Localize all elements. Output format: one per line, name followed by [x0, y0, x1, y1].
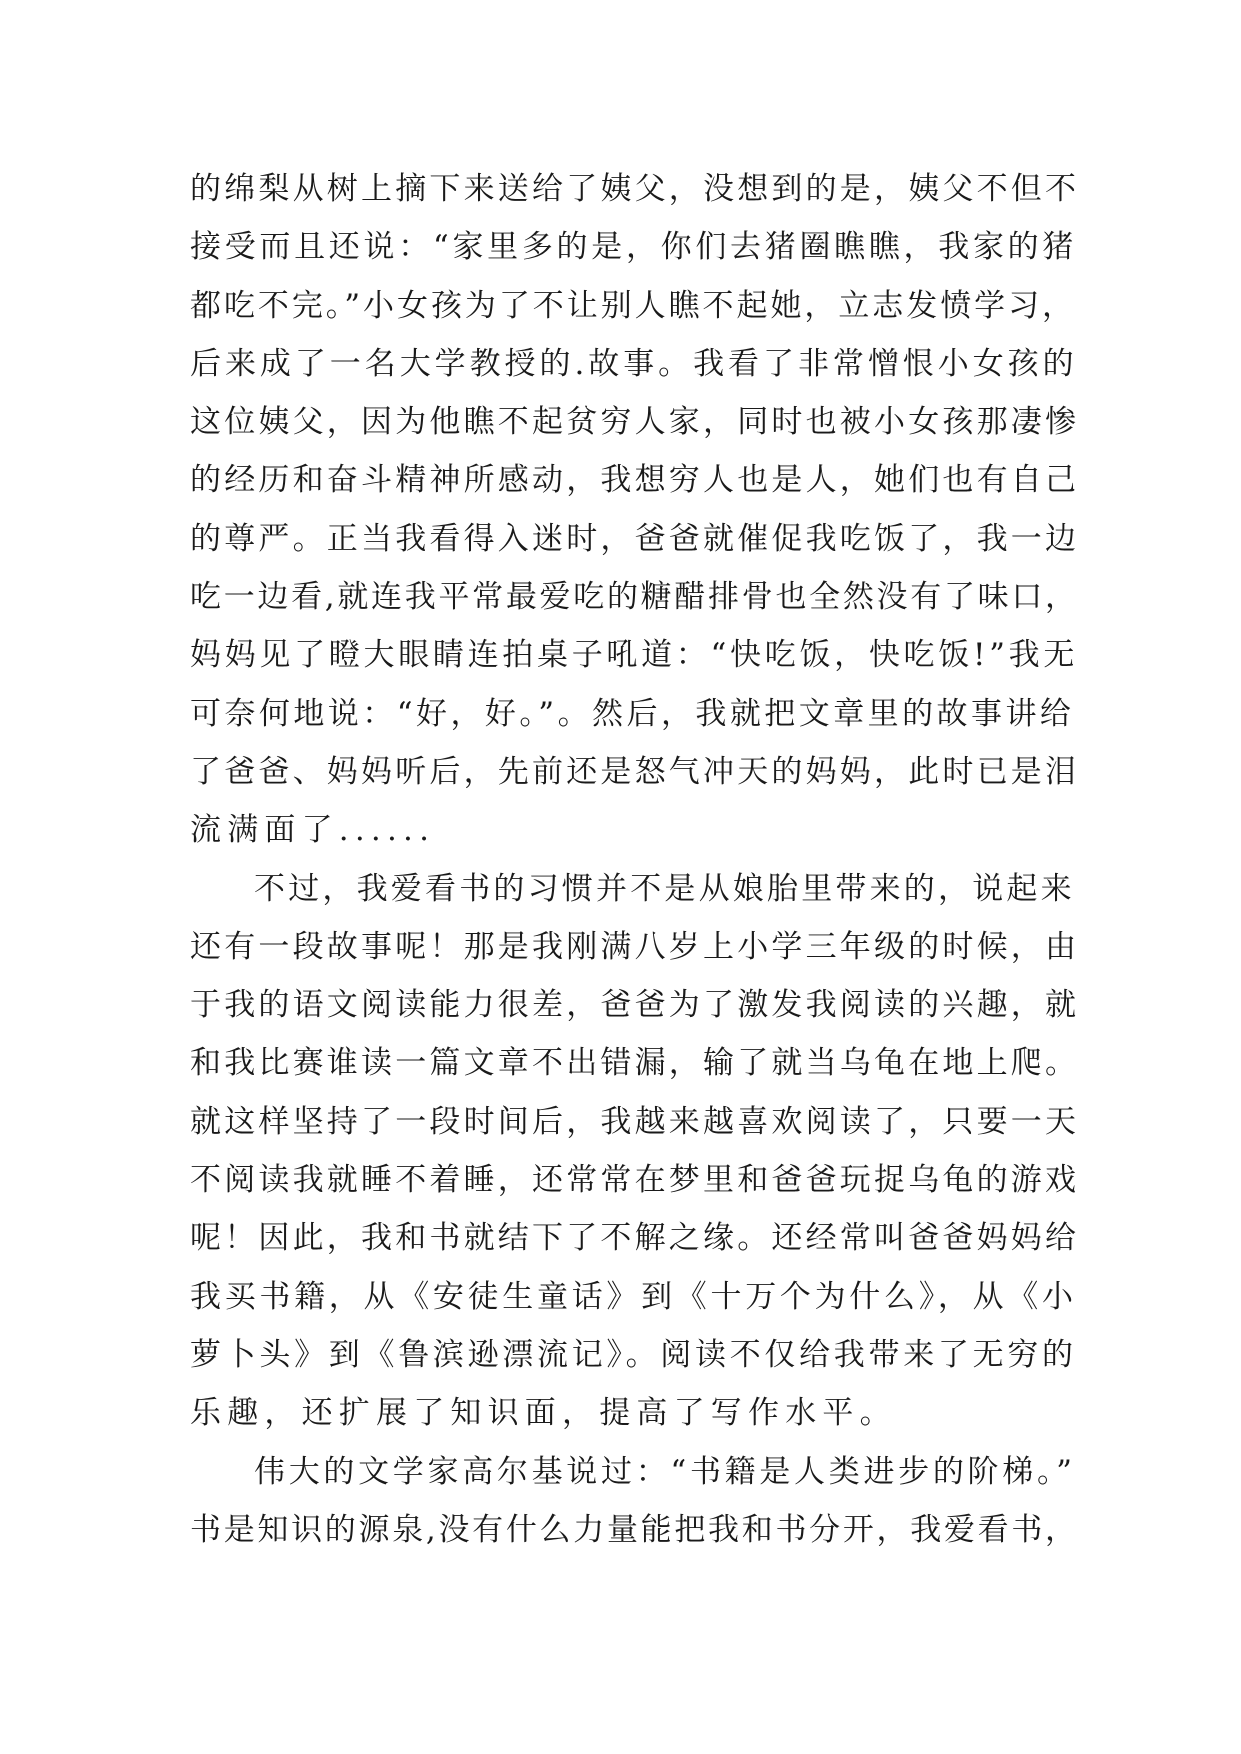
body-text [190, 160, 1080, 1559]
text-line: 可奈何地说：“好，好。”。然后，我就把文章里的故事讲给 [190, 695, 1075, 732]
text-line: 呢！因此，我和书就结下了不解之缘。还经常叫爸爸妈妈给 [190, 1220, 1080, 1257]
text-line: 不阅读我就睡不着睡，还常常在梦里和爸爸玩捉乌龟的游戏 [190, 1162, 1080, 1199]
text-line: 这位姨父，因为他瞧不起贫穷人家，同时也被小女孩那凄惨 [190, 404, 1080, 441]
text-line: 的尊严。正当我看得入迷时，爸爸就催促我吃饭了，我一边 [190, 520, 1080, 557]
text-line: 和我比赛谁读一篇文章不出错漏，输了就当乌龟在地上爬。 [190, 1045, 1080, 1082]
text-line: 乐趣，还扩展了知识面，提高了写作水平。 [190, 1395, 897, 1432]
text-line: 萝卜头》到《鲁滨逊漂流记》。阅读不仅给我带来了无穷的 [190, 1336, 1077, 1373]
text-line: 后来成了一名大学教授的.故事。我看了非常憎恨小女孩的 [190, 345, 1078, 382]
text-line: 吃一边看,就连我平常最爱吃的糖醋排骨也全然没有了味口， [190, 579, 1079, 616]
text-line: 书是知识的源泉,没有什么力量能把我和书分开，我爱看书， [190, 1511, 1079, 1548]
text-line: 我买书籍，从《安徒生童话》到《十万个为什么》，从《小 [190, 1278, 1077, 1315]
text-line: 流满面了...... [190, 812, 436, 849]
paragraph-start-line: 伟大的文学家高尔基说过：“书籍是人类进步的阶梯。” [254, 1453, 1076, 1490]
text-line: 于我的语文阅读能力很差，爸爸为了激发我阅读的兴趣，就 [190, 987, 1080, 1024]
text-line: 还有一段故事呢！那是我刚满八岁上小学三年级的时候，由 [190, 928, 1080, 965]
text-line: 都吃不完。”小女孩为了不让别人瞧不起她，立志发愤学习， [190, 287, 1076, 324]
text-line: 了爸爸、妈妈听后，先前还是怒气冲天的妈妈，此时已是泪 [190, 753, 1080, 790]
text-line: 的绵梨从树上摘下来送给了姨父，没想到的是，姨父不但不 [190, 171, 1080, 207]
paragraph-start-line: 不过，我爱看书的习惯并不是从娘胎里带来的，说起来 [254, 870, 1075, 907]
text-line: 妈妈见了瞪大眼睛连拍桌子吼道：“快吃饭，快吃饭!”我无 [190, 637, 1079, 674]
text-line: 就这样坚持了一段时间后，我越来越喜欢阅读了，只要一天 [190, 1103, 1080, 1140]
text-line: 的经历和奋斗精神所感动，我想穷人也是人，她们也有自己 [190, 462, 1080, 499]
text-line: 接受而且还说：“家里多的是，你们去猪圈瞧瞧，我家的猪 [190, 229, 1078, 266]
